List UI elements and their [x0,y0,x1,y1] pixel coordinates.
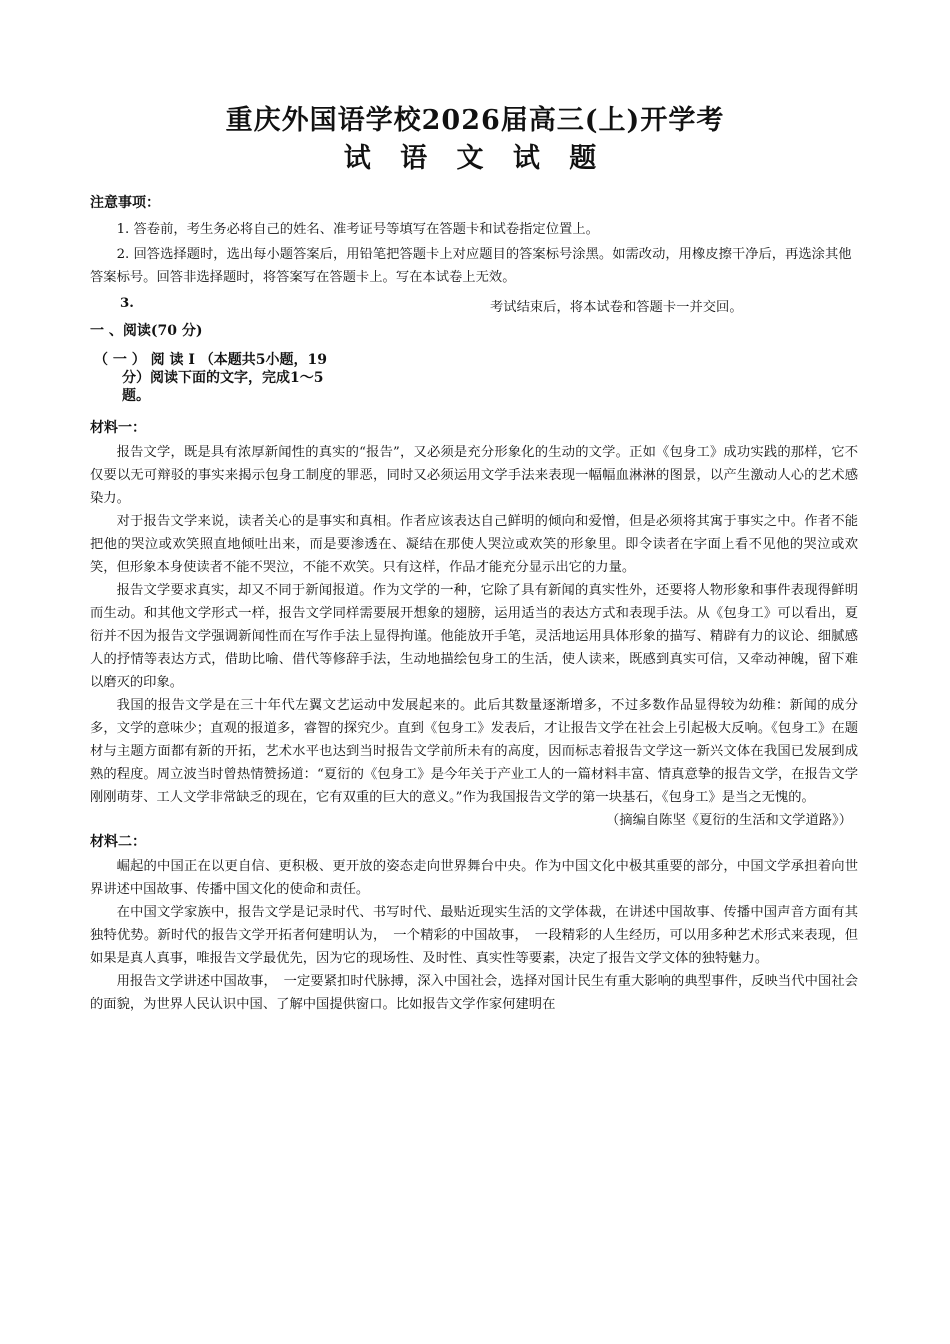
notice-heading: 注意事项： [90,195,160,211]
material-one-paragraph: 对于报告文学来说，读者关心的是事实和真相。作者应该表达自己鲜明的倾向和爱憎，但是必须将其寓于事实之中。作者不能把他的哭泣或欢笑照直地倾吐出来，而是要渗透在、凝结在那使人哭泣或欢笑的形象里。即令读者在字面上看不见他的哭泣或欢笑，但形象本身使读者不能不哭泣，不能不欢笑。只有这样，作品才能充分显示出它的力量。 [90,514,858,575]
subheading-line-1: （ 一 ） 阅 读 Ⅰ （本题共5小题，19 [94,352,328,368]
notice-item-3-number: 3. [120,296,134,311]
material-one [90,418,858,1016]
material-two-paragraph: 崛起的中国正在以更自信、更积极、更开放的姿态走向世界舞台中央。作为中国文化中极其重要的部分，中国文学承担着向世界讲述中国故事、传播中国文化的使命和责任。 [90,859,858,897]
notice-item-3-text: 考试结束后，将本试卷和答题卡一并交回。 [490,300,743,315]
notice-item-1: 1. 答卷前，考生务必将自己的姓名、准考证号等填写在答题卡和试卷指定位置上。 [116,222,599,237]
material-two-paragraph: 在中国文学家族中，报告文学是记录时代、书写时代、最贴近现实生活的文学体裁，在讲述中国故事、传播中国声音方面有其独特优势。新时代的报告文学开拓者何建明认为， 一个精彩的中国故事， 一段精彩的人生经历，可以用多种艺术形式来表现，但如果是真人真事，唯报告文学最优先，因为它的现场性、及时性、真实性等要素，决定了报告文学文体的独特魅力。 [90,905,858,966]
exam-title: 重庆外国语学校2026届高三(上)开学考 [225,105,725,136]
notice-section [90,193,858,289]
subheading-line-2: 分）阅读下面的文字，完成1～5 [122,370,324,386]
exam-subtitle: 试 语 文 试 题 [343,143,607,174]
material-two-paragraph: 用报告文学讲述中国故事， 一定要紧扣时代脉搏，深入中国社会，选择对国计民生有重大影响的典型事件，反映当代中国社会的面貌，为世界人民认识中国、了解中国提供窗口。比如报告文学作家何建明在 [90,974,858,1012]
material-one-paragraph: 报告文学，既是具有浓厚新闻性的真实的“报告”，又必须是充分形象化的生动的文学。正如《包身工》成功实践的那样，它不仅要以无可辩驳的事实来揭示包身工制度的罪恶，同时又必须运用文学手法来表现一幅幅血淋淋的图景，以产生激动人心的艺术感染力。 [90,445,858,506]
material-one-label: 材料一： [90,420,146,436]
notice-item-3 [90,296,858,319]
material-one-source: （摘编自陈坚《夏衍的生活和文学道路》） [606,813,852,828]
material-one-paragraph: 我国的报告文学是在三十年代左翼文艺运动中发展起来的。此后其数量逐渐增多，不过多数作品显得较为幼稚：新闻的成分多，文学的意味少；直观的报道多，睿智的探究少。直到《包身工》发表后，才让报告文学在社会上引起极大反响。《包身工》在题材与主题方面都有新的开拓，艺术水平也达到当时报告文学前所未有的高度，因而标志着报告文学这一新兴文体在我国已发展到成熟的程度。周立波当时曾热情赞扬道：“夏衍的《包身工》是今年关于产业工人的一篇材料丰富、情真意挚的报告文学，在报告文学刚刚萌芽、工人文学非常缺乏的现在，它有双重的巨大的意义。”作为我国报告文学的第一块基石，《包身工》是当之无愧的。 [90,698,858,805]
subheading-line-3: 题。 [122,388,150,404]
reading-subheading [94,351,384,405]
section-title: 一 、阅读(70 分) [90,323,203,339]
material-one-paragraph: 报告文学要求真实，却又不同于新闻报道。作为文学的一种，它除了具有新闻的真实性外，还要将人物形象和事件表现得鲜明而生动。和其他文学形式一样，报告文学同样需要展开想象的翅膀，运用适当的表达方式和表现手法。从《包身工》可以看出，夏衍并不因为报告文学强调新闻性而在写作手法上显得拘谨。他能放开手笔，灵活地运用具体形象的描写、精辟有力的议论、细腻感人的抒情等表达方式，借助比喻、借代等修辞手法，生动地描绘包身工的生活，使人读来，既感到真实可信，又牵动神魄，留下难以磨灭的印象。 [90,583,858,690]
notice-item-2: 2. 回答选择题时，选出每小题答案后，用铅笔把答题卡上对应题目的答案标号涂黑。如需改动，用橡皮擦干净后，再选涂其他答案标号。回答非选择题时，将答案写在答题卡上。写在本试卷上无效。 [90,247,852,285]
material-two-label: 材料二： [90,834,146,850]
